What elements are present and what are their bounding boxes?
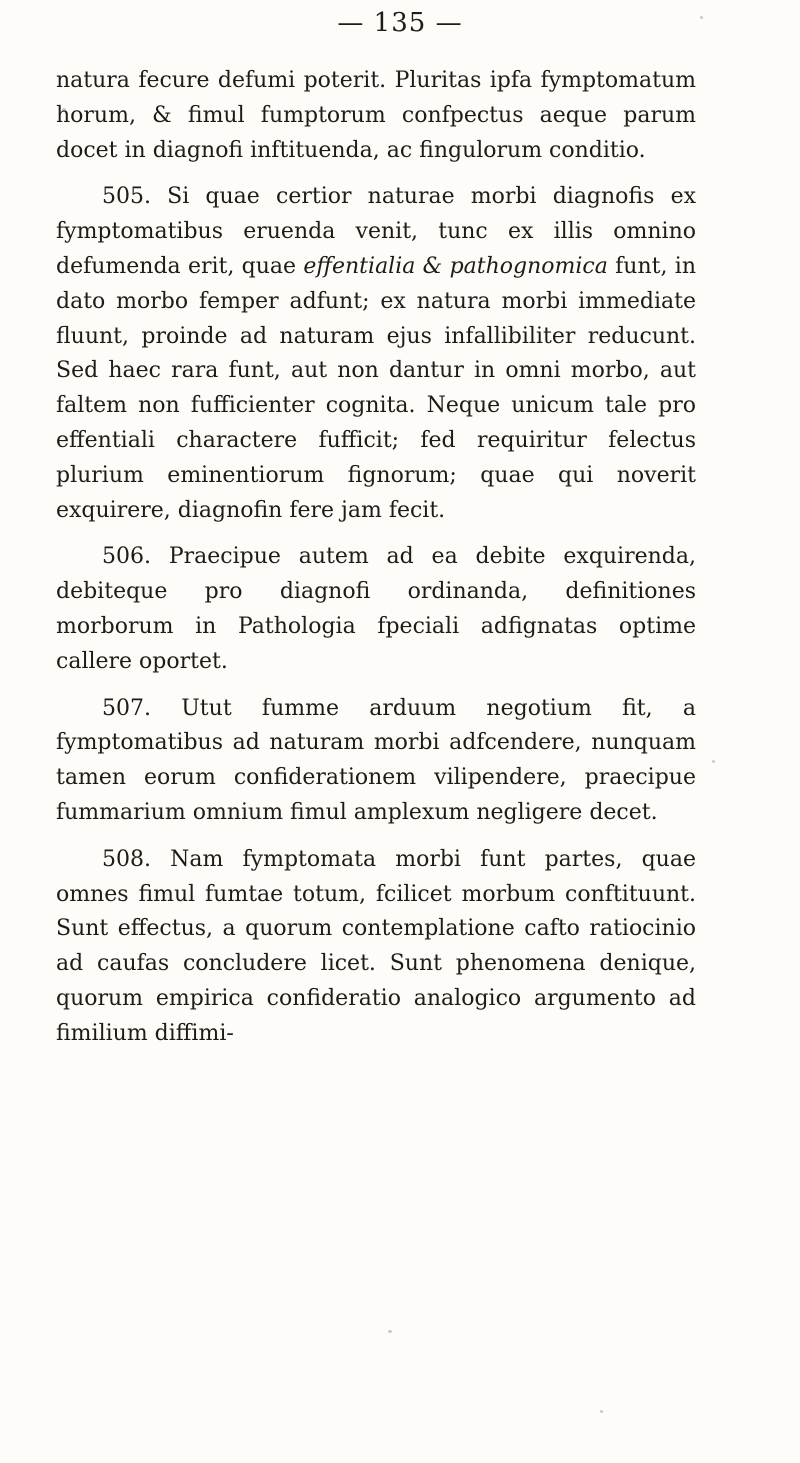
paragraph-text: Si quae certior naturae morbi diagnofis ex fymptomatibus eruenda venit, tunc ex illis omnino defumenda erit, quae [56,184,696,279]
paragraph-507 [56,692,696,831]
page-number: — 135 — [337,8,463,38]
paragraph-italic-text: effentialia & pathognomica [303,253,608,279]
paragraph-text: Praecipue autem ad ea debite exquirenda, debiteque pro diagnofi ordinanda, definitiones morborum in Pathologia fpeciali adfignatas optime callere oportet. [56,544,696,674]
paragraph-text: natura fecure defumi poterit. Pluritas ipfa fymptomatum horum, & fimul fumptorum confpectus aeque parum docet in diagnofi inftituenda, ac fingulorum conditio. [56,68,696,163]
paragraph-text: Utut fumme arduum negotium fit, a fymptomatibus ad naturam morbi adfcendere, nunquam tamen eorum confiderationem vilipendere, praecipue fummarium omnium fimul amplexum negligere decet. [56,695,697,825]
paragraph-text: funt, in dato morbo femper adfunt; ex natura morbi immediate fluunt, proinde ad naturam ejus infallibiliter reducunt. Sed haec rara funt, aut non dantur in omni morbo, aut faltem non fufficienter cognita. Neque unicum tale pro effentiali charactere fufficit; fed requiritur felectus plurium eminentiorum fignorum; quae qui noverit exquirere, diagnofin fere jam fecit. [56,253,696,523]
paragraph-506 [56,540,696,679]
paragraph-number: 507. [102,695,151,721]
paragraph-508 [56,843,696,1052]
scan-speck [700,16,703,19]
paragraph-text: Nam fymptomata morbi funt partes, quae omnes fimul fumtae totum, fcilicet morbum conftituunt. Sunt effectus, a quorum contemplatione cafto ratiocinio ad caufas concludere licet. Sunt phenomena denique, quorum empirica confideratio analogico argumento ad fimilium diffimi- [56,846,696,1046]
scan-speck [62,108,66,112]
scan-speck [712,760,715,763]
scan-speck [388,1330,392,1333]
paragraph-number: 505. [102,184,151,210]
paragraph-continuation [56,64,696,168]
scan-speck [600,1410,603,1413]
body-text [56,64,696,1064]
paragraph-number: 506. [102,544,151,570]
paragraph-number: 508. [102,846,151,872]
paragraph-505 [56,180,696,528]
